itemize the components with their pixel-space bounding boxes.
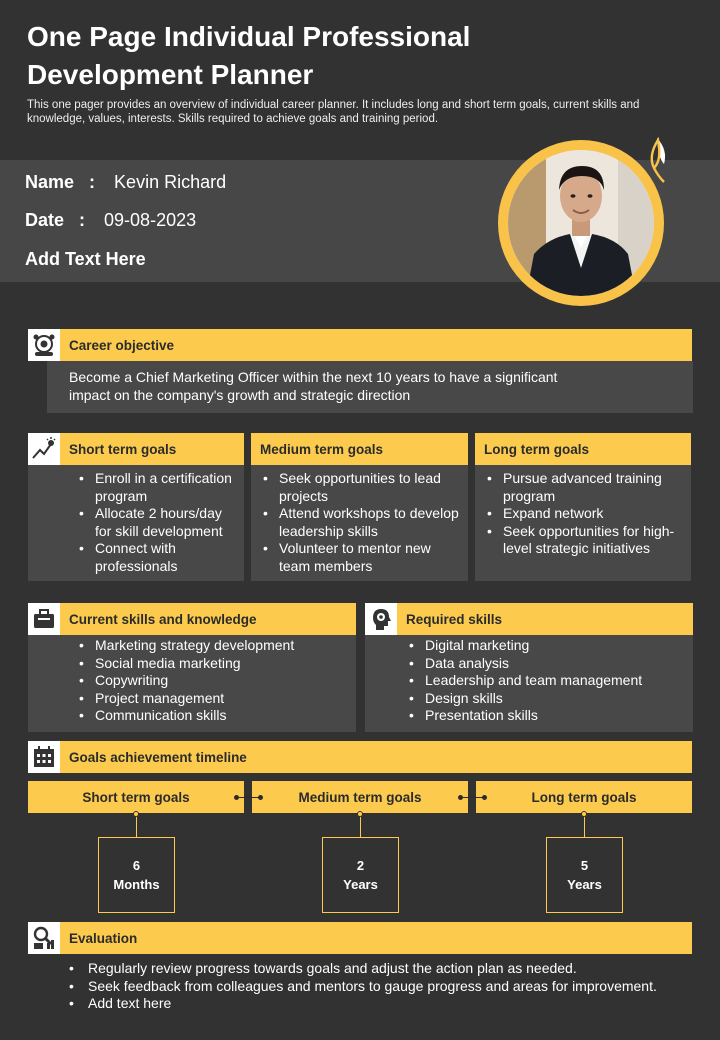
list-item: • Design skills xyxy=(405,690,687,708)
list-item: • Attend workshops to develop leadership skills xyxy=(259,505,460,540)
timeline-stage-long: Long term goals xyxy=(476,781,692,813)
goals-icon xyxy=(28,433,60,465)
name-value: Kevin Richard xyxy=(114,172,227,192)
list-item: • Data analysis xyxy=(405,655,687,673)
leaf-decoration-icon xyxy=(644,136,670,186)
duration-number: 2 xyxy=(356,858,365,873)
profile-photo xyxy=(508,150,654,296)
add-text: Add Text Here xyxy=(25,249,146,269)
long-term-goals-box xyxy=(475,465,691,581)
evaluation-icon xyxy=(28,922,60,954)
current-skills-box xyxy=(28,635,356,732)
connector-dot xyxy=(234,795,239,800)
long-term-goals-heading: Long term goals xyxy=(475,433,691,465)
connector-dot xyxy=(458,795,463,800)
career-objective-box xyxy=(47,361,693,413)
current-skills-heading: Current skills and knowledge xyxy=(60,603,356,635)
required-skills-icon xyxy=(365,603,397,635)
duration-unit: Years xyxy=(567,877,602,892)
medium-term-goals-list xyxy=(259,470,460,575)
evaluation-heading: Evaluation xyxy=(60,922,692,954)
list-item: • Marketing strategy development xyxy=(75,637,350,655)
career-objective-icon xyxy=(28,329,60,361)
short-term-goals-box xyxy=(28,465,244,581)
list-item: • Allocate 2 hours/day for skill development xyxy=(75,505,236,540)
date-row xyxy=(25,210,196,231)
required-skills-list xyxy=(405,637,687,725)
list-item: • Communication skills xyxy=(75,707,350,725)
current-skills-icon xyxy=(28,603,60,635)
list-item: • Pursue advanced training program xyxy=(483,470,685,505)
connector-dot xyxy=(482,795,487,800)
date-value: 09-08-2023 xyxy=(104,210,197,230)
medium-term-goals-box xyxy=(251,465,468,581)
list-item: • Add text here xyxy=(67,995,707,1013)
page-title: One Page Individual Professional Development Planner xyxy=(27,21,471,90)
long-term-goals-list xyxy=(483,470,685,558)
duration-number: 6 xyxy=(132,858,141,873)
connector-dot xyxy=(258,795,263,800)
name-label: Name : xyxy=(25,172,96,192)
date-label: Date : xyxy=(25,210,86,230)
timeline-heading: Goals achievement timeline xyxy=(60,741,692,773)
required-skills-box xyxy=(365,635,693,732)
name-row xyxy=(25,172,226,193)
list-item: • Project management xyxy=(75,690,350,708)
duration-box-short xyxy=(98,837,175,913)
list-item: • Social media marketing xyxy=(75,655,350,673)
list-item: • Copywriting xyxy=(75,672,350,690)
career-objective-text: Become a Chief Marketing Officer within the next 10 years to have a significant impact on the company's growth and strategic direction xyxy=(69,369,558,403)
timeline-stem-dot xyxy=(357,811,363,817)
list-item: • Seek opportunities to lead projects xyxy=(259,470,460,505)
duration-unit: Years xyxy=(343,877,378,892)
timeline-stem-dot xyxy=(581,811,587,817)
short-term-goals-list xyxy=(75,470,236,575)
calendar-icon xyxy=(28,741,60,773)
duration-box-long xyxy=(546,837,623,913)
timeline-stem-dot xyxy=(133,811,139,817)
page-subtitle: This one pager provides an overview of individual career planner. It includes long and short term goals, current skills and knowledge, values, interests. Skills required to achieve goals and training period. xyxy=(27,99,640,125)
list-item: • Enroll in a certification program xyxy=(75,470,236,505)
timeline-stage-short: Short term goals xyxy=(28,781,244,813)
duration-box-medium xyxy=(322,837,399,913)
medium-term-goals-heading: Medium term goals xyxy=(251,433,468,465)
current-skills-list xyxy=(75,637,350,725)
evaluation-list xyxy=(67,960,707,1013)
list-item: • Volunteer to mentor new team members xyxy=(259,540,460,575)
list-item: • Seek feedback from colleagues and mentors to gauge progress and areas for improvement. xyxy=(67,978,707,996)
list-item: • Leadership and team management xyxy=(405,672,687,690)
list-item: • Digital marketing xyxy=(405,637,687,655)
list-item: • Presentation skills xyxy=(405,707,687,725)
duration-unit: Months xyxy=(113,877,160,892)
required-skills-heading: Required skills xyxy=(397,603,693,635)
duration-number: 5 xyxy=(580,858,589,873)
list-item: • Expand network xyxy=(483,505,685,523)
list-item: • Regularly review progress towards goals and adjust the action plan as needed. xyxy=(67,960,707,978)
timeline-stage-medium: Medium term goals xyxy=(252,781,468,813)
list-item: • Connect with professionals xyxy=(75,540,236,575)
list-item: • Seek opportunities for high-level strategic initiatives xyxy=(483,523,685,558)
career-objective-heading: Career objective xyxy=(60,329,692,361)
short-term-goals-heading: Short term goals xyxy=(60,433,244,465)
